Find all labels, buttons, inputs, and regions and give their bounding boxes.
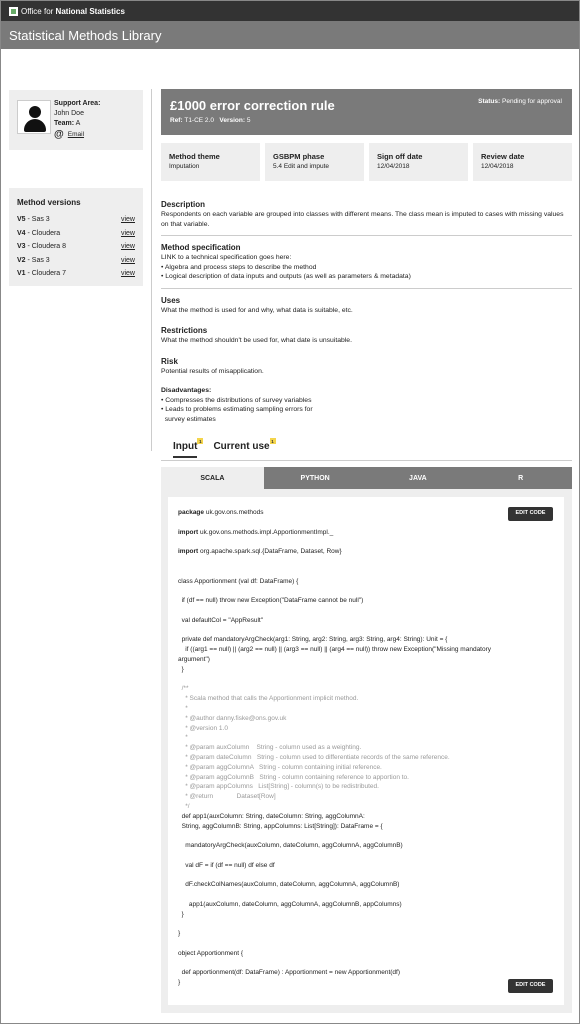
spec-bullet: • Logical description of data inputs and outputs (as well as parameters & metadata) [161, 273, 411, 280]
version-row [17, 267, 135, 281]
code-line: val dF = if (df == null) df else df [178, 861, 275, 869]
code-line: def app1(auxColumn: String, dateColumn: String, aggColumnA: [178, 812, 365, 820]
ons-topbar [1, 1, 579, 21]
code-line: } [178, 979, 181, 987]
code-comment: * @param dateColumn String - column used to differentiate records of the same reference. [178, 753, 450, 761]
code-line: package uk.gov.ons.methods [178, 509, 264, 516]
code-comment: * @param appColumns List[String] - column(s) to be redistributed. [178, 783, 379, 791]
code-line: argument") [178, 655, 210, 663]
version-view-link[interactable]: view [120, 270, 135, 278]
code-comment: * [178, 704, 188, 712]
tab-current-use[interactable]: Current use 1 [213, 438, 274, 452]
code-line: private def mandatoryArgCheck(arg1: String, arg2: String, arg3: String, arg4: String): Unit = { [178, 636, 448, 644]
count-badge: 1 [199, 438, 202, 444]
code-line: mandatoryArgCheck(auxColumn, dateColumn, aggColumnA, aggColumnB) [178, 842, 403, 850]
vertical-divider [151, 89, 152, 451]
meta-gsbpm-phase: GSBPM phase 5.4 Edit and impute [265, 143, 364, 181]
email-icon: @ [54, 129, 64, 140]
code-line: } [178, 910, 184, 918]
spec-title: Method specification [161, 243, 241, 252]
code-panel [161, 467, 572, 1013]
org-prefix: Office for [21, 6, 54, 16]
meta-review-date: Review date 12/04/2018 [473, 143, 572, 181]
meta-sign-off-date: Sign off date 12/04/2018 [369, 143, 468, 181]
version-id: V5 [17, 216, 26, 224]
support-area-label: Support Area: [54, 100, 101, 107]
version-name: - Sas 3 [27, 216, 50, 224]
code-line: } [178, 930, 181, 938]
code-viewer[interactable] [168, 497, 564, 1005]
user-name: John Doe [54, 110, 84, 117]
code-line: val defaultCol = "AppResult" [178, 616, 264, 624]
app-title-bar [1, 21, 579, 49]
description-title: Description [161, 200, 206, 209]
avatar-icon [17, 100, 51, 134]
version-id: V3 [17, 243, 26, 251]
tab-r[interactable]: R [469, 467, 572, 489]
disadvantage-item: survey estimates [161, 415, 216, 423]
code-comment: * Scala method that calls the Apportionment implicit method. [178, 695, 359, 703]
version-name: - Cloudera [27, 229, 61, 237]
version-row [17, 254, 135, 268]
code-comment: * @param auxColumn String - column used as a weighting. [178, 744, 362, 752]
description-text: Respondents on each variable are grouped into classes with different means. The class mean is imputed to cases with missing values on that variable. [161, 211, 564, 228]
version-name: - Cloudera 7 [27, 270, 67, 278]
version-row [17, 240, 135, 254]
edit-code-button[interactable]: EDIT CODE [508, 507, 553, 521]
version-view-link[interactable]: view [120, 229, 135, 237]
spec-bullet: • Algebra and process steps to describe the method [161, 263, 317, 271]
code-comment: /** [178, 685, 189, 693]
version-row [17, 213, 135, 227]
method-versions-card [9, 188, 143, 286]
tab-python[interactable]: PYTHON [264, 467, 367, 489]
org-name: National Statistics [55, 6, 125, 16]
code-line: if ((arg1 == null) || (arg2 == null) || (arg3 == null) || (arg4 == null)) throw new Exception("Missing mandatory [178, 646, 492, 654]
version-view-link[interactable]: view [120, 243, 135, 251]
version-name: - Cloudera 8 [27, 243, 67, 251]
edit-code-button[interactable]: EDIT CODE [508, 979, 553, 993]
code-line: app1(auxColumn, dateColumn, aggColumnA, aggColumnB, appColumns) [178, 900, 402, 908]
uses-text: What the method is used for and why, what data is suitable, etc. [161, 306, 353, 314]
count-badge: 1 [271, 438, 274, 444]
disadvantages-title: Disadvantages: [161, 387, 212, 394]
code-line: } [178, 665, 184, 673]
restrictions-text: What the method shouldn't be used for, what date is unsuitable. [161, 337, 352, 344]
user-card [9, 90, 143, 150]
team-value: A [75, 120, 81, 127]
code-line: class Apportionment (val df: DataFrame) { [178, 577, 299, 585]
code-line: import org.apache.spark.sql.{DataFrame, Dataset, Row} [178, 548, 342, 556]
uses-title: Uses [161, 295, 181, 305]
tabs-divider [161, 460, 572, 461]
status-badge: Status: Pending for approval [478, 98, 562, 105]
tab-java[interactable]: JAVA [367, 467, 470, 489]
ons-logo-icon [9, 7, 18, 16]
restrictions-title: Restrictions [161, 326, 208, 335]
email-link[interactable]: Email [67, 131, 85, 138]
code-comment: * @version 1.0 [178, 724, 228, 732]
version-row [17, 227, 135, 241]
version-view-link[interactable]: view [120, 256, 135, 264]
version-view-link[interactable]: view [120, 216, 135, 224]
method-content [161, 199, 572, 424]
disadvantage-item: • Compresses the distributions of survey variables [161, 396, 312, 404]
code-comment: * @param aggColumnA String - column containing initial reference. [178, 763, 382, 771]
disadvantage-item: • Leads to problems estimating sampling errors for [161, 406, 313, 413]
risk-text: Potential results of misapplication. [161, 367, 264, 375]
code-line: String, aggColumnB: String, appColumns: List[String]): DataFrame = { [178, 822, 383, 830]
code-comment: * @param aggColumnB String - column containing reference to apportion to. [178, 773, 409, 781]
version-id: V2 [17, 256, 26, 264]
content-tabs [173, 438, 274, 458]
spec-link-text[interactable]: LINK to a technical specification goes here: [161, 254, 292, 261]
code-comment: * @return Dataset[Row] [178, 793, 276, 801]
risk-title: Risk [161, 356, 178, 366]
version-name: - Sas 3 [27, 256, 50, 264]
language-tabs [161, 467, 572, 489]
code-comment: * @author danny.fiske@ons.gov.uk [178, 714, 287, 722]
code-line: import uk.gov.ons.methods.impl.ApportionmentImpl._ [178, 528, 334, 536]
method-ref: Ref: T1-CE 2.0 Version: 5 [170, 117, 251, 124]
tab-scala[interactable]: SCALA [161, 467, 264, 489]
code-comment: */ [178, 802, 190, 810]
method-meta-row [161, 143, 572, 181]
tab-input[interactable]: Input 1 [173, 441, 197, 458]
code-line: dF.checkColNames(auxColumn, dateColumn, aggColumnA, aggColumnB) [178, 881, 400, 889]
meta-method-theme: Method theme Imputation [161, 143, 260, 181]
code-comment: * [178, 734, 188, 742]
code-line: object Apportionment { [178, 949, 244, 957]
team-label: Team: [54, 120, 75, 127]
code-line: def apportionment(df: DataFrame) : Apportionment = new Apportionment(df) [178, 969, 401, 977]
code-line: if (df == null) throw new Exception("DataFrame cannot be null") [178, 597, 364, 605]
versions-title: Method versions [17, 198, 81, 207]
version-id: V4 [17, 229, 26, 237]
method-title: £1000 error correction rule [170, 98, 335, 113]
method-header [161, 89, 572, 135]
app-title: Statistical Methods Library [9, 27, 162, 43]
version-id: V1 [17, 270, 26, 278]
